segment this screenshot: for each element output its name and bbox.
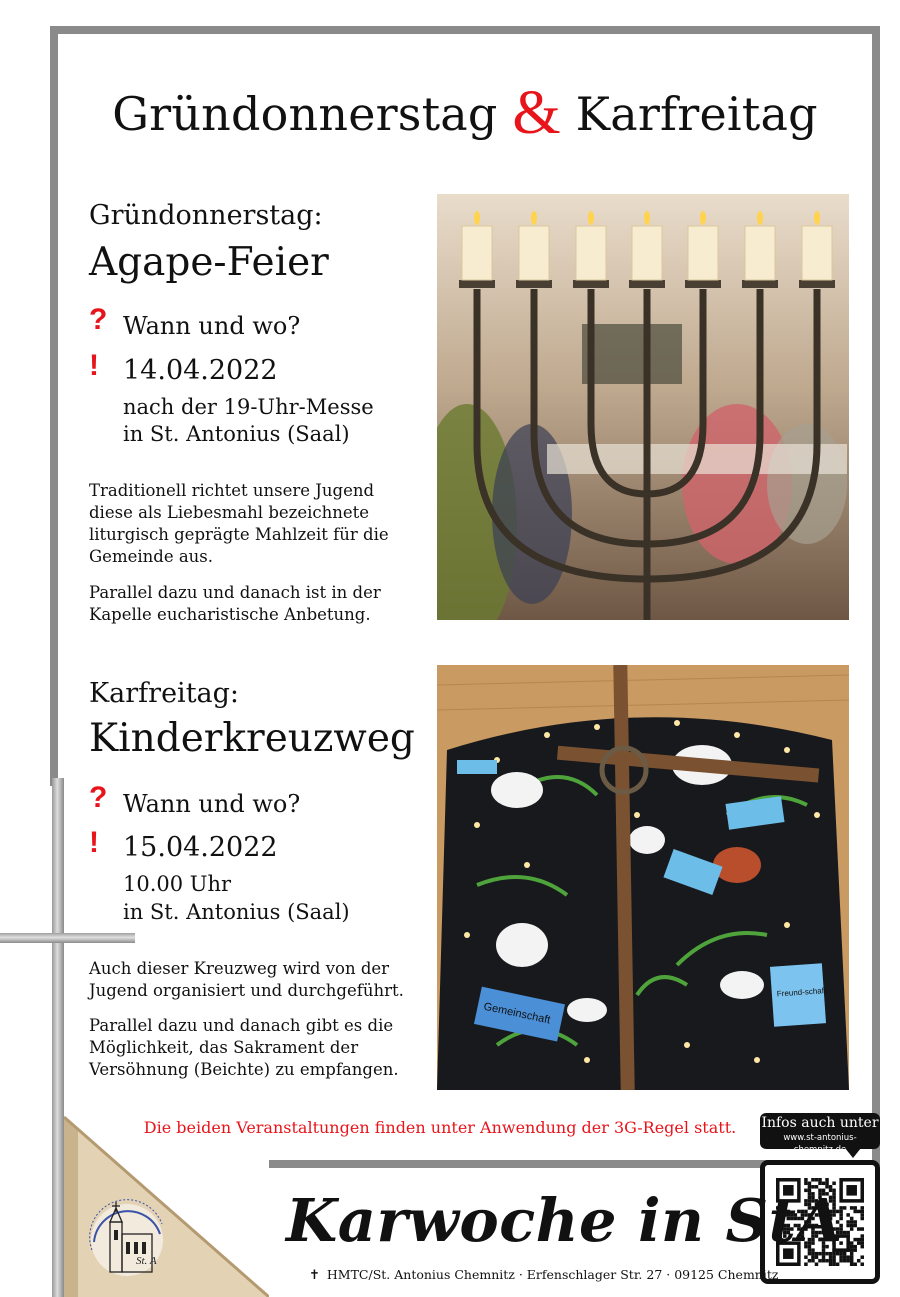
cross-beam-image xyxy=(0,933,135,943)
question-mark-icon: ? xyxy=(89,303,108,336)
event2-date: 15.04.2022 xyxy=(123,832,278,863)
event2-heading: Kinderkreuzweg xyxy=(89,716,415,761)
exclamation-mark-icon: ! xyxy=(89,349,99,382)
event2-question: Wann und wo? xyxy=(123,790,301,818)
footer-address-line xyxy=(309,1267,778,1283)
website-url[interactable]: www.st-antonius-chemnitz.de xyxy=(783,1133,857,1155)
title-karfreitag: Karfreitag xyxy=(575,87,818,141)
event1-time: nach der 19-Uhr-Messe xyxy=(123,395,374,419)
frame-bottom-border xyxy=(268,1160,768,1168)
freundschaft-card-label: Freund-schaft xyxy=(776,986,827,999)
event2-confession-note: Parallel dazu und danach gibt es die Möglichkeit, das Sakrament der Versöhnung (Beichte) zu empfangen. xyxy=(89,1016,399,1079)
event2-description: Auch dieser Kreuzweg wird von der Jugend organisiert und durchgeführt. xyxy=(89,959,404,1000)
footer-address: HMTC/St. Antonius Chemnitz · Erfenschlager Str. 27 · 09125 Chemnitz xyxy=(326,1267,779,1282)
info-speech-bubble xyxy=(760,1113,880,1155)
3g-rule-note: Die beiden Veranstaltungen finden unter Anwendung der 3G-Regel statt. xyxy=(143,1118,737,1137)
church-tower-image xyxy=(64,1112,269,1297)
event1-place: in St. Antonius (Saal) xyxy=(123,422,350,446)
question-mark-icon: ? xyxy=(89,781,108,814)
speech-bubble-tail xyxy=(845,1148,861,1158)
cross-icon: ✝ xyxy=(309,1268,320,1283)
frame-top-border xyxy=(50,26,880,34)
title-gruendonnerstag: Gründonnerstag xyxy=(112,87,498,141)
event1-heading: Agape-Feier xyxy=(89,240,329,285)
brand-title: Karwoche in StA xyxy=(286,1186,843,1255)
event1-date: 14.04.2022 xyxy=(123,355,278,386)
event2-subtitle: Karfreitag: xyxy=(89,678,240,709)
exclamation-mark-icon: ! xyxy=(89,826,99,859)
page-title xyxy=(0,78,900,149)
event1-question: Wann und wo? xyxy=(123,312,301,340)
gemeinschaft-card-label: Gemeinschaft xyxy=(482,1000,552,1027)
cross-post-image xyxy=(52,778,64,1297)
logo-text: St. A xyxy=(136,1255,157,1267)
title-ampersand: & xyxy=(512,79,561,147)
event2-time: 10.00 Uhr xyxy=(123,872,232,896)
event1-description: Traditionell richtet unsere Jugend diese als Liebesmahl bezeichnete liturgisch geprägte Mahlzeit für die Gemeinde aus. xyxy=(89,481,389,566)
frame-right-border xyxy=(872,26,880,1166)
kreuzweg-photo xyxy=(437,665,849,1090)
candelabra-photo xyxy=(437,194,849,620)
info-label: Infos auch unter xyxy=(761,1115,879,1131)
event1-subtitle: Gründonnerstag: xyxy=(89,200,323,231)
event1-adoration-note: Parallel dazu und danach ist in der Kapelle eucharistische Anbetung. xyxy=(89,583,381,624)
event2-place: in St. Antonius (Saal) xyxy=(123,900,350,924)
